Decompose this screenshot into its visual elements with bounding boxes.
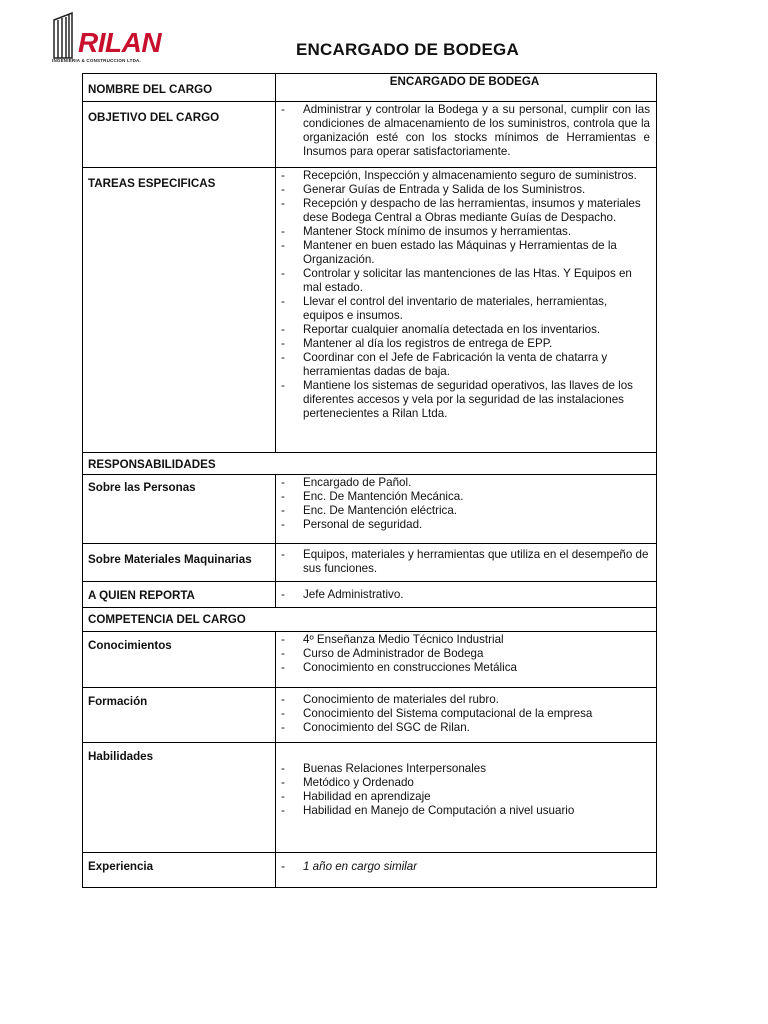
row-materiales: [83, 544, 657, 582]
list-item-text: Administrar y controlar la Bodega y a su personal, cumplir con las condiciones de almacenamiento de los suministros, controla que la organización esté con los stocks mínimos de Herramientas e Insumos para operar satisfactoriamente.: [303, 103, 650, 158]
list-item: [279, 518, 650, 532]
list-item: [279, 351, 650, 379]
list-item-text: Conocimiento de materiales del rubro.: [303, 693, 499, 706]
dash-bullet: -: [281, 721, 285, 734]
dash-bullet: -: [281, 860, 285, 873]
list-item: [279, 721, 650, 735]
row-label: Experiencia: [83, 853, 276, 888]
dash-bullet: -: [281, 504, 285, 517]
list-item-text: Mantener Stock mínimo de insumos y herramientas.: [303, 225, 572, 238]
list-item-text: Equipos, materiales y herramientas que utiliza en el desempeño de sus funciones.: [303, 548, 649, 575]
list-item-text: Conocimiento del Sistema computacional de la empresa: [303, 707, 593, 720]
dash-bullet: -: [281, 183, 285, 196]
dash-bullet: -: [281, 693, 285, 706]
dash-bullet: -: [281, 633, 285, 646]
row-label: Sobre Materiales Maquinarias: [83, 544, 276, 582]
row-label: Sobre las Personas: [83, 475, 276, 544]
list-item: [279, 490, 650, 504]
dash-bullet: -: [281, 707, 285, 720]
list-item-text: Recepción y despacho de las herramientas, insumos y materiales dese Bodega Central a Obras mediante Guías de Despacho.: [303, 197, 641, 224]
job-description-table: [82, 73, 657, 888]
habilidades-list: [279, 762, 650, 818]
list-item: [279, 239, 650, 267]
list-item-text: Mantiene los sistemas de seguridad operativos, las llaves de los diferentes accesos y vela por la seguridad de las instalaciones pertenecientes a Rilan Ltda.: [303, 379, 633, 420]
list-item: [279, 762, 650, 776]
list-item-text: Habilidad en aprendizaje: [303, 790, 431, 803]
dash-bullet: -: [281, 351, 285, 364]
dash-bullet: -: [281, 103, 285, 116]
list-item-text: Reportar cualquier anomalía detectada en los inventarios.: [303, 323, 601, 336]
dash-bullet: -: [281, 804, 285, 817]
list-item: [279, 197, 650, 225]
list-item-text: Conocimiento en construcciones Metálica: [303, 661, 517, 674]
list-item-text: Enc. De Mantención eléctrica.: [303, 504, 458, 517]
list-item: [279, 693, 650, 707]
list-item: [279, 776, 650, 790]
dash-bullet: -: [281, 661, 285, 674]
dash-bullet: -: [281, 490, 285, 503]
row-label: TAREAS ESPECIFICAS: [83, 168, 276, 453]
logo-wordmark: RILAN: [78, 27, 162, 58]
list-item-text: 4º Enseñanza Medio Técnico Industrial: [303, 633, 504, 646]
row-competencia: [83, 608, 657, 632]
tareas-list: [279, 169, 650, 421]
dash-bullet: -: [281, 790, 285, 803]
list-item-text: Metódico y Ordenado: [303, 776, 414, 789]
dash-bullet: -: [281, 647, 285, 660]
formacion-list: [279, 693, 650, 735]
dash-bullet: -: [281, 776, 285, 789]
list-item-text: Conocimiento del SGC de Rilan.: [303, 721, 470, 734]
row-personas: [83, 475, 657, 544]
list-item: [279, 504, 650, 518]
dash-bullet: -: [281, 476, 285, 489]
building-icon: [52, 12, 78, 60]
list-item: [279, 647, 650, 661]
personas-list: [279, 476, 650, 532]
dash-bullet: -: [281, 197, 285, 210]
row-reporta: [83, 582, 657, 608]
list-item-text: Buenas Relaciones Interpersonales: [303, 762, 487, 775]
row-habilidades: [83, 743, 657, 853]
list-item-text: Personal de seguridad.: [303, 518, 423, 531]
list-item: [279, 804, 650, 818]
list-item: [279, 103, 650, 159]
company-logo: [52, 12, 170, 64]
row-conocimientos: [83, 632, 657, 688]
position-name: ENCARGADO DE BODEGA: [276, 74, 657, 102]
materiales-list: [279, 548, 650, 576]
list-item: [279, 790, 650, 804]
dash-bullet: -: [281, 239, 285, 252]
row-objetivo: [83, 102, 657, 168]
row-experiencia: [83, 853, 657, 888]
experiencia-list: [279, 860, 650, 874]
list-item: [279, 661, 650, 675]
list-item-text: Habilidad en Manejo de Computación a nivel usuario: [303, 804, 575, 817]
list-item: [279, 295, 650, 323]
row-label: A QUIEN REPORTA: [83, 582, 276, 608]
list-item-text: Coordinar con el Jefe de Fabricación la venta de chatarra y herramientas dadas de baja.: [303, 351, 608, 378]
list-item-text: Mantener al día los registros de entrega de EPP.: [303, 337, 553, 350]
dash-bullet: -: [281, 379, 285, 392]
list-item-text: Llevar el control del inventario de materiales, herramientas, equipos e insumos.: [303, 295, 608, 322]
dash-bullet: -: [281, 588, 285, 601]
list-item: [279, 588, 650, 602]
row-label: Conocimientos: [83, 632, 276, 688]
row-nombre: [83, 74, 657, 102]
dash-bullet: -: [281, 295, 285, 308]
logo-subtitle: INGENIERIA & CONSTRUCCION LTDA.: [52, 58, 141, 63]
dash-bullet: -: [281, 267, 285, 280]
objetivo-list: [279, 103, 650, 159]
list-item-text: Enc. De Mantención Mecánica.: [303, 490, 464, 503]
row-formacion: [83, 688, 657, 743]
dash-bullet: -: [281, 518, 285, 531]
list-item-text: Mantener en buen estado las Máquinas y Herramientas de la Organización.: [303, 239, 617, 266]
row-label: NOMBRE DEL CARGO: [83, 74, 276, 102]
list-item-text: 1 año en cargo similar: [303, 860, 418, 873]
reporta-list: [279, 588, 650, 602]
list-item: [279, 379, 650, 421]
list-item: [279, 337, 650, 351]
list-item: [279, 323, 650, 337]
row-label: Habilidades: [83, 743, 276, 853]
list-item-text: Jefe Administrativo.: [303, 588, 404, 601]
dash-bullet: -: [281, 323, 285, 336]
list-item: [279, 707, 650, 721]
dash-bullet: -: [281, 225, 285, 238]
section-heading: RESPONSABILIDADES: [83, 453, 657, 475]
list-item: [279, 225, 650, 239]
list-item: [279, 169, 650, 183]
list-item: [279, 860, 650, 874]
list-item-text: Recepción, Inspección y almacenamiento seguro de suministros.: [303, 169, 637, 182]
conocimientos-list: [279, 633, 650, 675]
list-item-text: Encargado de Pañol.: [303, 476, 412, 489]
list-item: [279, 476, 650, 490]
row-tareas: [83, 168, 657, 453]
document-title: ENCARGADO DE BODEGA: [296, 40, 519, 59]
list-item-text: Controlar y solicitar las mantenciones de las Htas. Y Equipos en mal estado.: [303, 267, 632, 294]
list-item-text: Generar Guías de Entrada y Salida de los Suministros.: [303, 183, 586, 196]
dash-bullet: -: [281, 548, 285, 561]
list-item: [279, 548, 650, 576]
list-item: [279, 633, 650, 647]
list-item-text: Curso de Administrador de Bodega: [303, 647, 484, 660]
dash-bullet: -: [281, 762, 285, 775]
list-item: [279, 267, 650, 295]
row-label: OBJETIVO DEL CARGO: [83, 102, 276, 168]
row-responsabilidades: [83, 453, 657, 475]
row-label: Formación: [83, 688, 276, 743]
list-item: [279, 183, 650, 197]
section-heading: COMPETENCIA DEL CARGO: [83, 608, 657, 632]
dash-bullet: -: [281, 169, 285, 182]
dash-bullet: -: [281, 337, 285, 350]
